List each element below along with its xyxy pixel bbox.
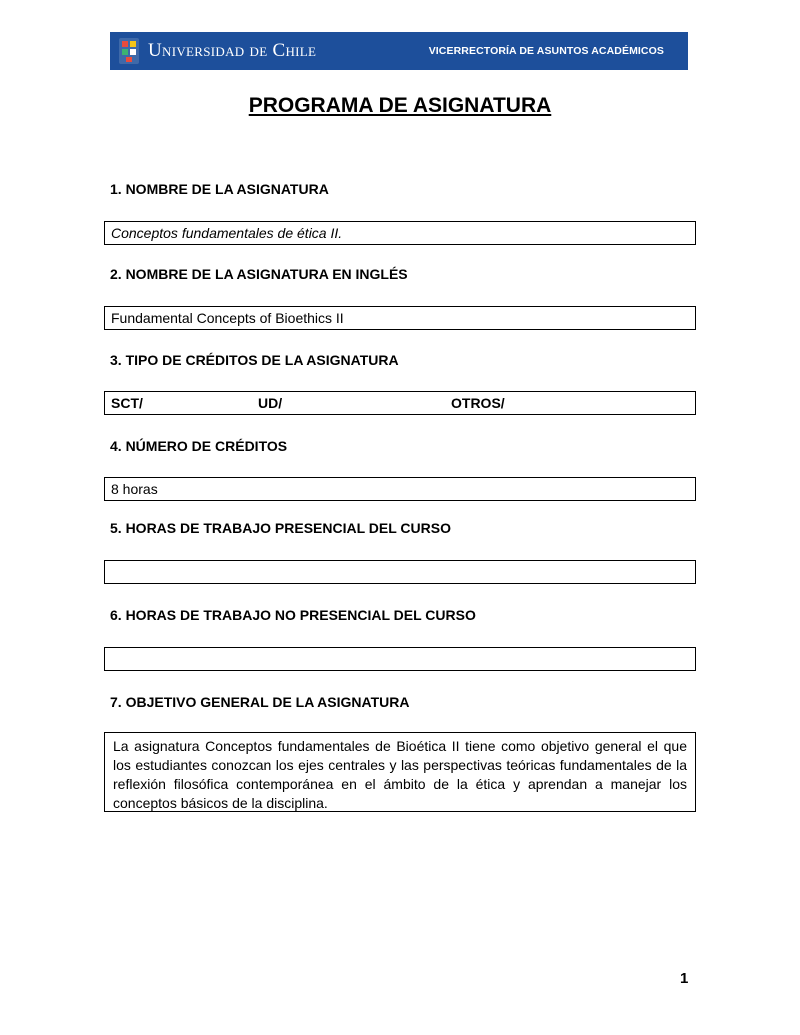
page-number: 1 [680, 970, 689, 987]
section-5-heading: 5. HORAS DE TRABAJO PRESENCIAL DEL CURSO [110, 520, 451, 536]
course-name-english-field: Fundamental Concepts of Bioethics II [104, 306, 696, 330]
section-2-heading: 2. NOMBRE DE LA ASIGNATURA EN INGLÉS [110, 266, 408, 282]
header-banner [110, 32, 688, 70]
in-person-hours-field [104, 560, 696, 584]
vice-rectory-label: VICERRECTORÍA DE ASUNTOS ACADÉMICOS [428, 45, 664, 57]
credit-number-field: 8 horas [104, 477, 696, 501]
university-brand [118, 36, 316, 66]
section-7-heading: 7. OBJETIVO GENERAL DE LA ASIGNATURA [110, 694, 410, 710]
remote-hours-field [104, 647, 696, 671]
section-6-heading: 6. HORAS DE TRABAJO NO PRESENCIAL DEL CURSO [110, 607, 476, 623]
document-title: PROGRAMA DE ASIGNATURA [248, 94, 552, 117]
credit-type-otros: OTROS/ [451, 395, 505, 411]
section-3-heading: 3. TIPO DE CRÉDITOS DE LA ASIGNATURA [110, 352, 399, 368]
credit-type-ud: UD/ [258, 395, 283, 411]
university-name: Universidad de Chile [148, 40, 317, 61]
section-4-heading: 4. NÚMERO DE CRÉDITOS [110, 438, 288, 454]
general-objective-field: La asignatura Conceptos fundamentales de Bioética II tiene como objetivo general el que los estudiantes conozcan los ejes centrales y las perspectivas teóricas fundamentales de la reflexión filosófica contemporánea en el ámbito de la ética y aprendan a manejar los conceptos básicos de la disciplina. [104, 732, 696, 812]
credit-type-field [104, 391, 696, 415]
university-crest-icon [118, 36, 140, 66]
credit-type-sct: SCT/ [111, 395, 143, 411]
course-name-field: Conceptos fundamentales de ética II. [104, 221, 696, 245]
section-1-heading: 1. NOMBRE DE LA ASIGNATURA [110, 181, 329, 197]
